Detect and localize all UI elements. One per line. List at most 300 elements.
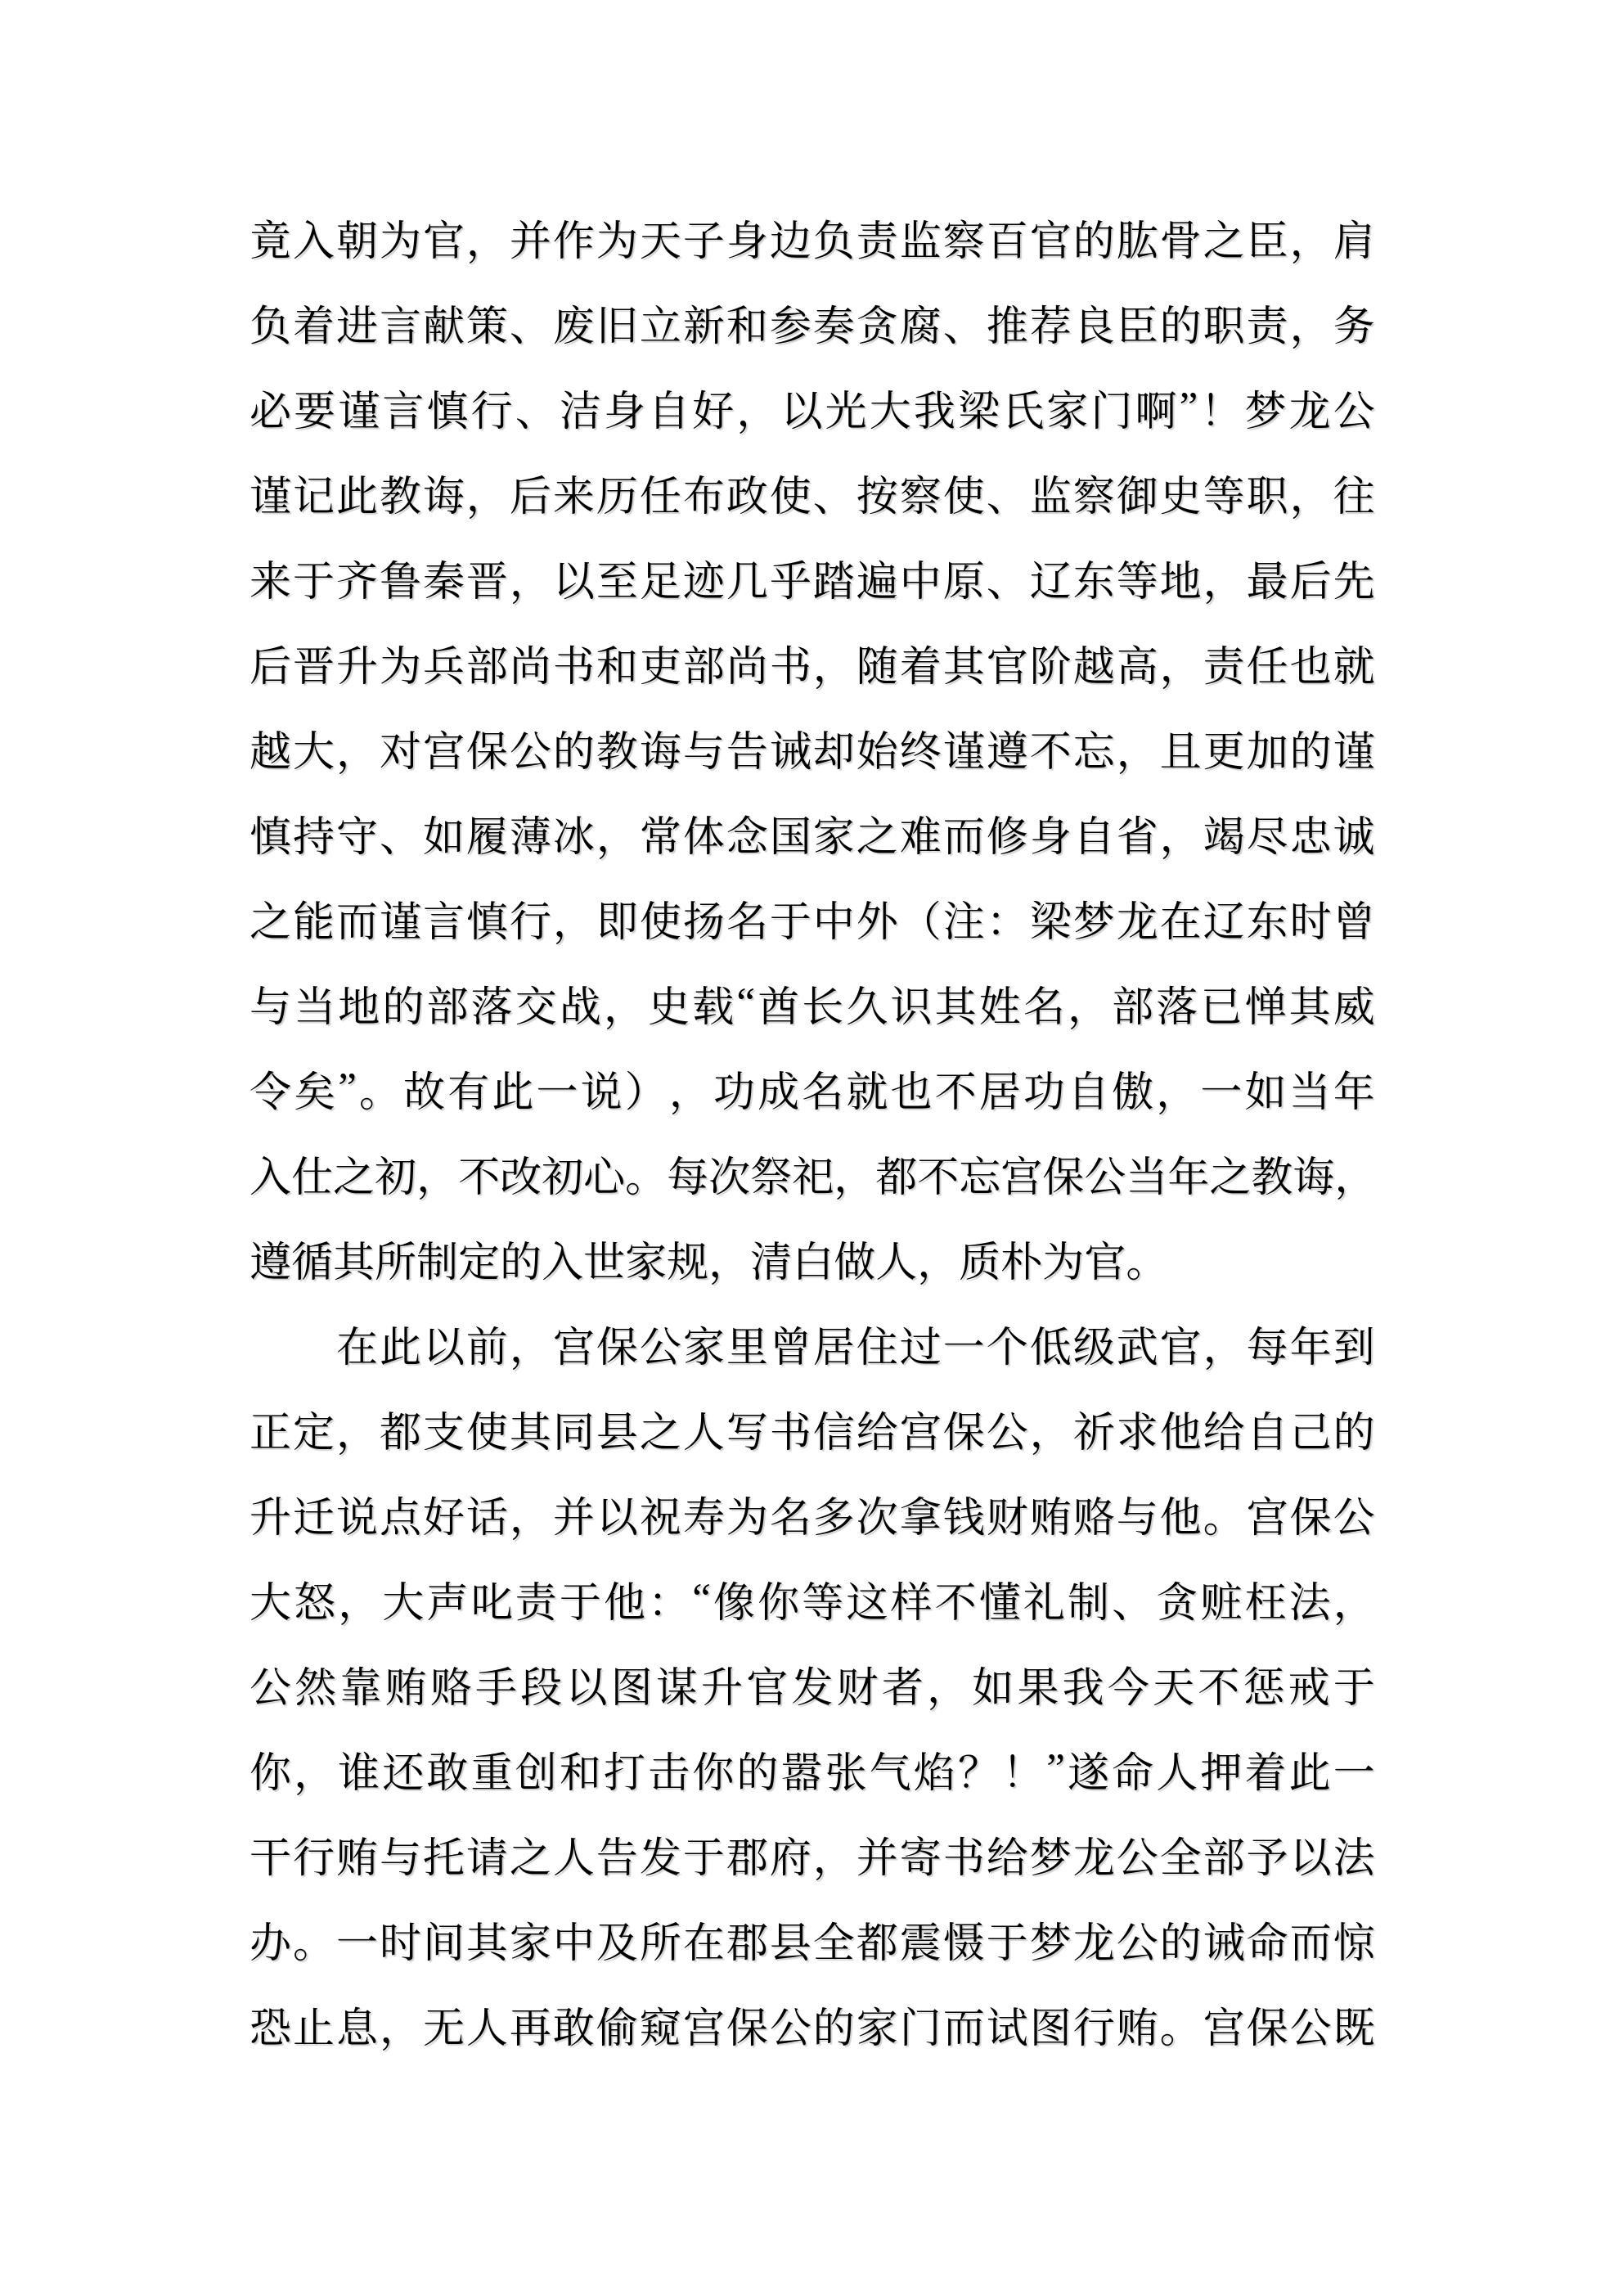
text-line <box>250 1812 1375 1897</box>
character-cell: 过 <box>899 1326 942 1371</box>
character-cell: ， <box>509 1496 551 1542</box>
character-cell: 每 <box>1246 1326 1288 1371</box>
character-cell: ， <box>1159 815 1202 861</box>
character-cell: 氏 <box>1002 389 1045 435</box>
character-cell: 来 <box>250 560 292 606</box>
character-cell: 人 <box>465 2006 508 2052</box>
character-cell: 惩 <box>1243 1666 1285 1712</box>
character-cell: 久 <box>846 985 888 1031</box>
character-cell: 郡 <box>726 1836 768 1882</box>
character-cell: 你 <box>250 1751 292 1797</box>
character-cell: 信 <box>812 1411 855 1456</box>
character-cell: 吏 <box>639 645 681 691</box>
character-cell: 他 <box>604 1581 646 1627</box>
character-cell: ， <box>1334 1155 1377 1201</box>
character-cell: 姓 <box>978 985 1021 1031</box>
character-cell: 谨 <box>1333 730 1375 776</box>
character-cell: 之 <box>333 1155 375 1201</box>
character-cell: 负 <box>250 304 292 350</box>
character-cell: 宫 <box>682 2006 725 2052</box>
character-cell: 钱 <box>942 1496 985 1542</box>
character-cell: 的 <box>1289 730 1332 776</box>
character-cell: 行 <box>292 1836 335 1882</box>
character-cell: ” <box>338 1065 357 1111</box>
character-cell: 而 <box>335 900 378 946</box>
character-cell: 低 <box>1029 1326 1072 1371</box>
character-cell: 慑 <box>942 1921 985 1967</box>
character-cell: 洁 <box>559 389 601 435</box>
character-cell: 循 <box>291 1240 334 1286</box>
character-cell: 所 <box>375 1240 417 1286</box>
character-cell: ， <box>465 475 508 520</box>
character-cell: ， <box>604 985 646 1031</box>
character-cell: 年 <box>1333 1070 1375 1116</box>
character-cell: 往 <box>1333 475 1375 520</box>
character-cell: 一 <box>942 1326 985 1371</box>
character-cell: 且 <box>1159 730 1202 776</box>
character-cell: 落 <box>1156 985 1198 1031</box>
character-cell: 请 <box>465 1836 508 1882</box>
character-cell: 以 <box>780 389 823 435</box>
character-cell: 家 <box>856 2006 898 2052</box>
character-cell: 家 <box>812 815 855 861</box>
character-cell: 改 <box>500 1155 542 1201</box>
character-cell: 后 <box>509 475 551 520</box>
character-cell: 部 <box>1203 1836 1245 1882</box>
character-cell: 都 <box>379 1411 421 1456</box>
character-cell: 竭 <box>1203 815 1245 861</box>
character-cell: 史 <box>648 985 690 1031</box>
character-cell: 荐 <box>1029 304 1072 350</box>
character-cell: 此 <box>1288 1751 1331 1797</box>
character-cell <box>293 1313 335 1374</box>
character-cell: 像 <box>713 1581 756 1627</box>
character-cell: 就 <box>1333 645 1375 691</box>
character-cell: 献 <box>422 304 465 350</box>
character-cell: 官 <box>746 1666 789 1712</box>
character-cell: 打 <box>604 1751 646 1797</box>
character-cell: 啊 <box>1135 389 1177 435</box>
character-cell: 偷 <box>596 2006 638 2052</box>
character-cell: 等 <box>1203 475 1245 520</box>
character-cell: 持 <box>292 815 335 861</box>
character-cell: ， <box>708 1240 751 1286</box>
character-cell: ， <box>1116 730 1158 776</box>
character-cell: 既 <box>1333 2006 1375 2052</box>
character-cell: 全 <box>812 1921 855 1967</box>
character-cell: 公 <box>1116 1921 1158 1967</box>
character-cell: 行 <box>1072 2006 1115 2052</box>
character-cell: 书 <box>942 1836 985 1882</box>
character-cell: 官 <box>1029 219 1072 265</box>
character-cell: 、 <box>509 304 551 350</box>
character-cell: 梦 <box>1244 389 1287 435</box>
character-cell: ： <box>986 900 1028 946</box>
character-cell: 戒 <box>1288 1666 1330 1712</box>
character-cell: 正 <box>250 1411 292 1456</box>
character-cell: 着 <box>1244 1751 1287 1797</box>
character-cell: 说 <box>580 1070 623 1116</box>
character-cell: 参 <box>769 304 812 350</box>
character-cell: 。 <box>359 1070 402 1116</box>
character-cell: 使 <box>465 1411 508 1456</box>
character-cell: 部 <box>426 985 469 1031</box>
text-line <box>250 1982 1375 2067</box>
character-cell: 图 <box>1029 2006 1072 2052</box>
character-cell: 战 <box>559 985 601 1031</box>
character-cell: 身 <box>1029 815 1072 861</box>
character-cell: 命 <box>1112 1751 1154 1797</box>
character-cell: 名 <box>726 900 768 946</box>
character-cell: 加 <box>1246 730 1288 776</box>
character-cell: 间 <box>422 1921 465 1967</box>
character-cell: 名 <box>802 1070 844 1116</box>
character-cell: 功 <box>1023 1070 1065 1116</box>
character-cell: 给 <box>856 1411 898 1456</box>
character-cell: 级 <box>1072 1326 1115 1371</box>
character-cell: 晋 <box>465 560 508 606</box>
character-cell: 官 <box>986 645 1028 691</box>
character-cell: 百 <box>986 219 1028 265</box>
character-cell: 敢 <box>552 2006 595 2052</box>
character-cell: 赂 <box>429 1666 472 1712</box>
character-cell: 贿 <box>1116 2006 1158 2052</box>
character-cell: 梁 <box>958 389 1000 435</box>
character-cell: 中 <box>812 900 855 946</box>
character-cell: 贿 <box>384 1666 427 1712</box>
character-cell: 和 <box>596 645 638 691</box>
character-cell: 行 <box>470 389 513 435</box>
character-cell: 升 <box>335 645 378 691</box>
text-line <box>250 1216 1375 1301</box>
character-cell: 等 <box>802 1581 844 1627</box>
character-cell: 名 <box>1023 985 1065 1031</box>
character-cell: 阶 <box>1029 645 1072 691</box>
character-cell: 责 <box>856 219 898 265</box>
character-cell: 前 <box>465 1326 508 1371</box>
character-cell: ！ <box>1002 1751 1045 1797</box>
character-cell: 寄 <box>899 1836 942 1882</box>
character-cell: 在 <box>1159 900 1202 946</box>
character-cell: 负 <box>812 219 855 265</box>
character-cell: 祀 <box>792 1155 834 1201</box>
character-cell: 守 <box>335 815 378 861</box>
character-cell: 懂 <box>978 1581 1021 1627</box>
character-cell: （ <box>899 900 942 946</box>
character-cell: 、 <box>515 389 557 435</box>
character-cell: 县 <box>769 1921 812 1967</box>
text-line <box>250 535 1375 620</box>
character-cell: 谨 <box>250 475 292 520</box>
character-cell: 礼 <box>1023 1581 1065 1627</box>
character-cell: 功 <box>713 1070 756 1116</box>
character-cell: 心 <box>583 1155 626 1201</box>
character-cell: 臣 <box>1246 219 1288 265</box>
character-cell: 告 <box>596 1836 638 1882</box>
character-cell: 官 <box>422 219 465 265</box>
character-cell: 人 <box>682 1411 725 1456</box>
character-cell: 遵 <box>250 1240 292 1286</box>
character-cell: 张 <box>825 1751 867 1797</box>
character-cell: 慎 <box>426 389 469 435</box>
character-cell: 于 <box>682 1836 725 1882</box>
character-cell: 。 <box>292 1921 335 1967</box>
text-line <box>250 1641 1375 1727</box>
character-cell: 肱 <box>1116 219 1158 265</box>
character-cell: 试 <box>986 2006 1028 2052</box>
character-cell: 交 <box>515 985 557 1031</box>
character-cell: 地 <box>1159 560 1202 606</box>
character-cell: 更 <box>1203 730 1245 776</box>
character-cell: 体 <box>682 815 725 861</box>
text-line <box>250 1897 1375 1982</box>
character-cell: 保 <box>596 1326 638 1371</box>
character-cell: 公 <box>1289 2006 1332 2052</box>
character-cell: 新 <box>682 304 725 350</box>
character-cell: 入 <box>250 1155 292 1201</box>
text-line <box>250 961 1375 1046</box>
character-cell: 诲 <box>639 730 681 776</box>
character-cell: 监 <box>1029 475 1072 520</box>
character-cell: 段 <box>520 1666 563 1712</box>
character-cell: 酋 <box>758 985 800 1031</box>
character-cell: 保 <box>942 1411 985 1456</box>
character-cell: 每 <box>667 1155 709 1201</box>
character-cell: 能 <box>292 900 335 946</box>
character-cell: 也 <box>1289 645 1332 691</box>
character-cell: 慎 <box>250 815 292 861</box>
character-cell: 监 <box>899 219 942 265</box>
character-cell: 并 <box>509 219 551 265</box>
character-cell: 多 <box>812 1496 855 1542</box>
character-cell: 焰 <box>913 1751 955 1797</box>
character-cell: ， <box>379 2006 421 2052</box>
character-cell: 击 <box>648 1751 690 1797</box>
character-cell: 并 <box>856 1836 898 1882</box>
character-cell: 的 <box>500 1240 542 1286</box>
character-cell: 最 <box>1246 560 1288 606</box>
character-cell: 给 <box>1203 1411 1245 1456</box>
character-cell: 责 <box>515 1581 557 1627</box>
character-cell: 为 <box>379 219 421 265</box>
character-cell: 个 <box>986 1326 1028 1371</box>
character-cell: 其 <box>1288 985 1331 1031</box>
character-cell: 遵 <box>986 730 1028 776</box>
character-cell: 大 <box>869 389 911 435</box>
character-cell: 难 <box>899 815 942 861</box>
character-cell: 朴 <box>1000 1240 1043 1286</box>
character-cell: 与 <box>250 985 292 1031</box>
character-cell: 贿 <box>1029 1496 1072 1542</box>
character-cell: 手 <box>475 1666 518 1712</box>
character-cell: 升 <box>250 1496 292 1542</box>
character-cell: 兵 <box>422 645 465 691</box>
character-cell: 于 <box>1333 1666 1375 1712</box>
character-cell: 保 <box>1042 1155 1085 1201</box>
character-cell: 宫 <box>1203 2006 1245 2052</box>
character-cell: 制 <box>416 1240 459 1286</box>
character-cell: 扬 <box>682 900 725 946</box>
character-cell: 以 <box>422 1326 465 1371</box>
character-cell: 其 <box>942 645 985 691</box>
character-cell: 武 <box>1116 1326 1158 1371</box>
character-cell: 天 <box>639 219 681 265</box>
character-cell: 时 <box>379 1921 421 1967</box>
character-cell: 升 <box>701 1666 744 1712</box>
character-cell: 、 <box>1112 1581 1154 1627</box>
character-cell: 他 <box>1159 1411 1202 1456</box>
character-cell: 在 <box>682 1921 725 1967</box>
character-cell: 与 <box>1116 1496 1158 1542</box>
character-cell: ， <box>465 219 508 265</box>
character-cell: 枉 <box>1244 1581 1287 1627</box>
character-cell: 使 <box>639 900 681 946</box>
character-cell: ， <box>1159 645 1202 691</box>
character-cell: 终 <box>899 730 942 776</box>
character-cell: 而 <box>942 815 985 861</box>
character-cell: “ <box>692 1576 711 1622</box>
character-cell: 御 <box>1116 475 1158 520</box>
character-cell: 门 <box>1090 389 1133 435</box>
character-cell: 成 <box>758 1070 800 1116</box>
character-cell: 我 <box>913 389 955 435</box>
character-cell: 齐 <box>335 560 378 606</box>
character-cell: 辽 <box>1029 560 1072 606</box>
character-cell: 点 <box>379 1496 421 1542</box>
character-cell: 其 <box>934 985 977 1031</box>
character-cell: 样 <box>890 1581 933 1627</box>
character-cell: 此 <box>492 1070 534 1116</box>
character-cell: 骨 <box>1159 219 1202 265</box>
character-cell: 息 <box>335 2006 378 2052</box>
character-cell: 规 <box>667 1240 709 1286</box>
character-cell: 威 <box>1333 985 1375 1031</box>
character-cell: 大 <box>382 1581 425 1627</box>
character-cell: 府 <box>769 1836 812 1882</box>
character-cell: 记 <box>292 475 335 520</box>
character-cell: 对 <box>379 730 421 776</box>
character-cell: 命 <box>1246 1921 1288 1967</box>
character-cell: 忘 <box>959 1155 1001 1201</box>
character-cell: 家 <box>509 1921 551 1967</box>
character-cell: 、 <box>986 475 1028 520</box>
character-cell: 保 <box>726 2006 768 2052</box>
character-cell: 等 <box>1116 560 1158 606</box>
character-cell: 嚣 <box>780 1751 823 1797</box>
character-cell: 谨 <box>942 730 985 776</box>
character-cell: 布 <box>682 475 725 520</box>
character-cell: 废 <box>552 304 595 350</box>
character-cell: 。 <box>625 1155 668 1201</box>
character-cell: 不 <box>1029 730 1072 776</box>
character-cell: 财 <box>986 1496 1028 1542</box>
character-cell: 居 <box>978 1070 1021 1116</box>
character-cell: 震 <box>899 1921 942 1967</box>
character-cell: 子 <box>682 219 725 265</box>
character-cell: 当 <box>1126 1155 1168 1201</box>
character-cell: 常 <box>639 815 681 861</box>
character-cell: 之 <box>250 900 292 946</box>
character-cell: 东 <box>1246 900 1288 946</box>
character-cell: 职 <box>1246 475 1288 520</box>
character-cell: 策 <box>465 304 508 350</box>
character-cell: 为 <box>596 219 638 265</box>
character-cell: 踏 <box>812 560 855 606</box>
character-cell: 所 <box>639 1921 681 1967</box>
character-cell: 部 <box>1112 985 1154 1031</box>
character-cell: 迁 <box>292 1496 335 1542</box>
character-cell: 人 <box>552 1836 595 1882</box>
text-line <box>250 1727 1375 1812</box>
character-cell: 图 <box>610 1666 653 1712</box>
character-cell: 良 <box>1072 304 1115 350</box>
text-line <box>250 876 1375 961</box>
character-cell: 要 <box>294 389 336 435</box>
character-cell: 臣 <box>1116 304 1158 350</box>
character-cell: 天 <box>1153 1666 1195 1712</box>
character-cell: 你 <box>758 1581 800 1627</box>
character-cell: 做 <box>834 1240 876 1286</box>
character-cell: 与 <box>682 730 725 776</box>
character-cell: 有 <box>447 1070 490 1116</box>
character-cell: 后 <box>250 645 292 691</box>
character-cell: 大 <box>250 1581 292 1627</box>
character-cell: 于 <box>986 1921 1028 1967</box>
character-cell: ， <box>736 389 779 435</box>
character-cell: 的 <box>382 985 425 1031</box>
character-cell: 敢 <box>426 1751 469 1797</box>
character-cell: 为 <box>379 645 421 691</box>
character-cell: 而 <box>942 2006 985 2052</box>
character-cell: 门 <box>899 2006 942 2052</box>
character-cell: 外 <box>856 900 898 946</box>
character-cell: 曾 <box>769 1326 812 1371</box>
character-cell: 写 <box>726 1411 768 1456</box>
character-cell: 东 <box>1072 560 1115 606</box>
character-cell: ， <box>1289 304 1332 350</box>
character-cell: 寿 <box>682 1496 725 1542</box>
character-cell: 次 <box>708 1155 751 1201</box>
character-cell: ， <box>335 1411 378 1456</box>
character-cell: 家 <box>625 1240 668 1286</box>
character-cell: 以 <box>552 560 595 606</box>
character-cell: 先 <box>1333 560 1375 606</box>
character-cell: 财 <box>836 1666 879 1712</box>
character-cell: 却 <box>812 730 855 776</box>
character-cell: 责 <box>1203 645 1245 691</box>
character-cell: 晋 <box>292 645 335 691</box>
character-cell: 必 <box>250 389 292 435</box>
character-cell: 即 <box>596 900 638 946</box>
character-cell: 当 <box>294 985 336 1031</box>
character-cell: 龙 <box>1288 389 1331 435</box>
text-line <box>250 1301 1375 1386</box>
character-cell: 诫 <box>1203 1921 1245 1967</box>
character-cell: 的 <box>1333 1411 1375 1456</box>
character-cell: 诲 <box>1293 1155 1335 1201</box>
character-cell: 忠 <box>1289 815 1332 861</box>
character-cell: 遍 <box>856 560 898 606</box>
text-line <box>250 790 1375 876</box>
character-cell: 宫 <box>552 1326 595 1371</box>
character-cell: 里 <box>726 1326 768 1371</box>
character-cell: 都 <box>856 1921 898 1967</box>
character-cell: 注 <box>942 900 985 946</box>
character-cell: 为 <box>1042 1240 1085 1286</box>
character-cell: 叱 <box>470 1581 513 1627</box>
character-cell: 言 <box>382 389 425 435</box>
character-cell: 并 <box>552 1496 595 1542</box>
